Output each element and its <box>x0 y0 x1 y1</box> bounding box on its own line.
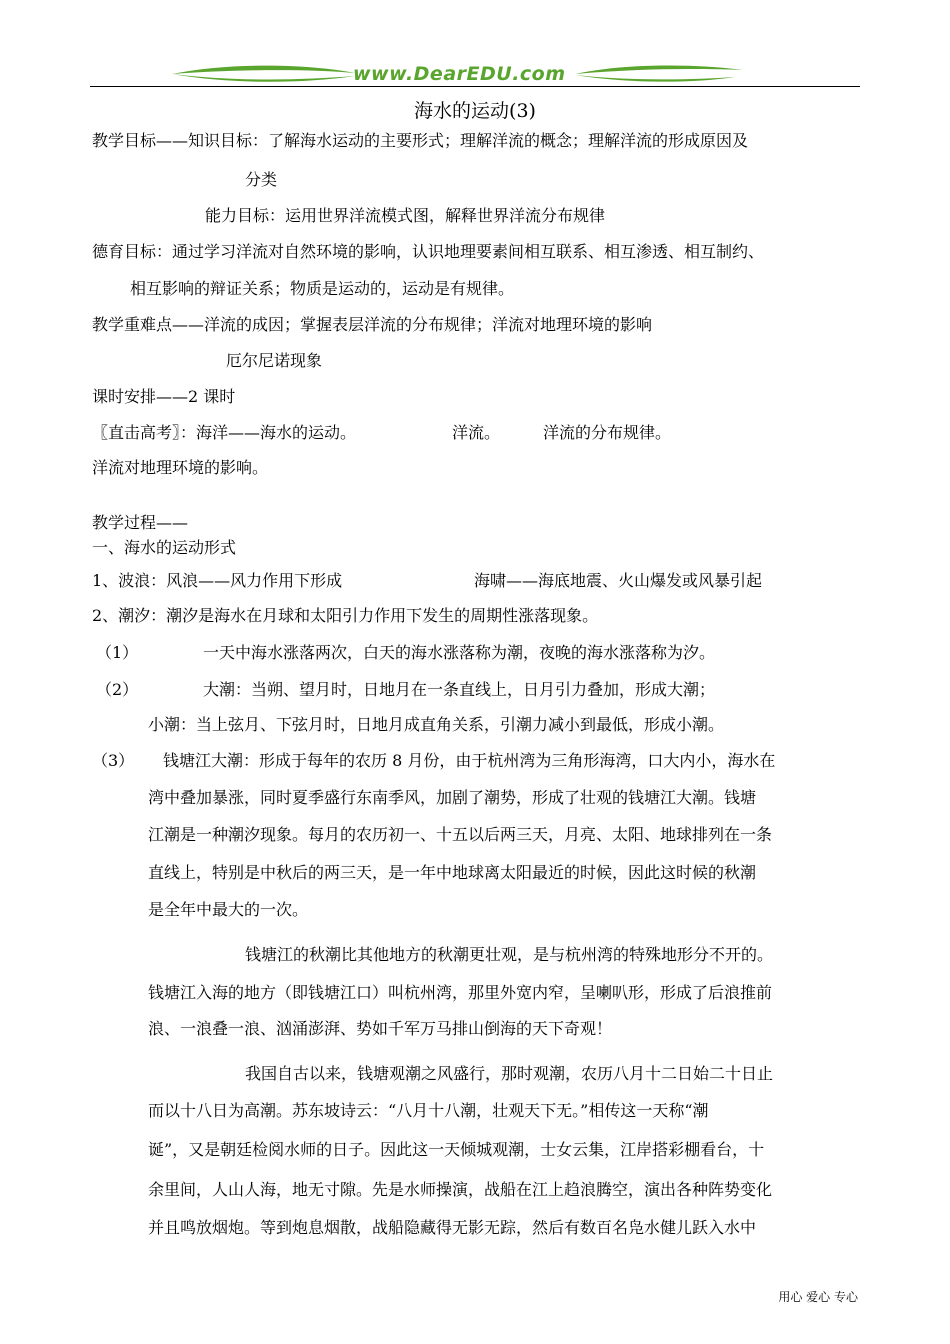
text-line: 小潮：当上弦月、下弦月时，日地月成直角关系，引潮力减小到最低，形成小潮。 <box>148 715 725 734</box>
text-line: 海啸——海底地震、火山爆发或风暴引起 <box>474 571 763 590</box>
text-line: 课时安排——2 课时 <box>92 387 236 406</box>
list-marker: （3） <box>92 751 135 770</box>
text-line: 湾中叠加暴涨，同时夏季盛行东南季风，加剧了潮势，形成了壮观的钱塘江大潮。钱塘 <box>148 788 757 807</box>
text-line: 1、波浪：风浪——风力作用下形成 <box>92 571 343 590</box>
list-marker: （1） <box>96 643 139 662</box>
text-line: 洋流的分布规律。 <box>543 423 672 442</box>
site-logo-text: www.DearEDU.com <box>353 63 566 85</box>
text-line: 江潮是一种潮汐现象。每月的农历初一、十五以后两三天，月亮、太阳、地球排列在一条 <box>148 825 773 844</box>
text-line: 德育目标：通过学习洋流对自然环境的影响，认识地理要素间相互联系、相互渗透、相互制约、 <box>92 242 765 261</box>
text-line: 余里间，人山人海，地无寸隙。先是水师操演，战船在江上趋浪腾空，演出各种阵势变化 <box>148 1180 773 1199</box>
header-logo <box>170 60 745 88</box>
list-marker: （2） <box>96 680 139 699</box>
text-line: 2、潮汐：潮汐是海水在月球和太阳引力作用下发生的周期性涨落现象。 <box>92 606 599 625</box>
text-line: 并且鸣放烟炮。等到炮息烟散，战船隐藏得无影无踪，然后有数百名凫水健儿跃入水中 <box>148 1218 757 1237</box>
page-title: 海水的运动(3) <box>414 100 536 122</box>
text-line: 洋流对地理环境的影响。 <box>92 458 269 477</box>
text-line: 我国自古以来，钱塘观潮之风盛行，那时观潮，农历八月十二日始二十日止 <box>245 1064 774 1083</box>
text-line: 厄尔尼诺现象 <box>226 351 323 370</box>
text-line: 能力目标：运用世界洋流模式图，解释世界洋流分布规律 <box>205 206 606 225</box>
text-line: 〖直击高考〗：海洋——海水的运动。 <box>92 423 357 442</box>
text-line: 钱塘江入海的地方（即钱塘江口）叫杭州湾，那里外宽内窄，呈喇叭形，形成了后浪推前 <box>148 983 773 1002</box>
section-heading: 教学过程—— <box>92 513 189 532</box>
page-footer: 用心 爱心 专心 <box>778 1290 858 1304</box>
text-line: 而以十八日为高潮。苏东坡诗云：“八月十八潮，壮观天下无。”相传这一天称“潮 <box>148 1101 709 1120</box>
text-line: 直线上，特别是中秋后的两三天，是一年中地球离太阳最近的时候，因此这时候的秋潮 <box>148 863 757 882</box>
text-line: 浪、一浪叠一浪、汹涌澎湃、势如千军万马排山倒海的天下奇观！ <box>148 1019 613 1038</box>
header-rule <box>90 86 860 87</box>
text-line: 大潮：当朔、望月时，日地月在一条直线上，日月引力叠加，形成大潮； <box>203 680 716 699</box>
text-line: 分类 <box>245 170 278 189</box>
section-heading: 一、海水的运动形式 <box>92 538 237 557</box>
text-line: 诞”，又是朝廷检阅水师的日子。因此这一天倾城观潮，士女云集，江岸搭彩棚看台，十 <box>148 1140 765 1159</box>
text-line: 教学目标——知识目标：了解海水运动的主要形式；理解洋流的概念；理解洋流的形成原因及 <box>92 131 749 150</box>
text-line: 是全年中最大的一次。 <box>148 900 309 919</box>
text-line: 洋流。 <box>452 423 501 442</box>
text-line: 相互影响的辩证关系；物质是运动的，运动是有规律。 <box>130 279 515 298</box>
text-line: 教学重难点——洋流的成因；掌握表层洋流的分布规律；洋流对地理环境的影响 <box>92 315 653 334</box>
text-line: 一天中海水涨落两次，白天的海水涨落称为潮，夜晚的海水涨落称为汐。 <box>203 643 716 662</box>
text-line: 钱塘江大潮：形成于每年的农历 8 月份，由于杭州湾为三角形海湾，口大内小，海水在 <box>163 751 776 770</box>
text-line: 钱塘江的秋潮比其他地方的秋潮更壮观，是与杭州湾的特殊地形分不开的。 <box>245 945 774 964</box>
